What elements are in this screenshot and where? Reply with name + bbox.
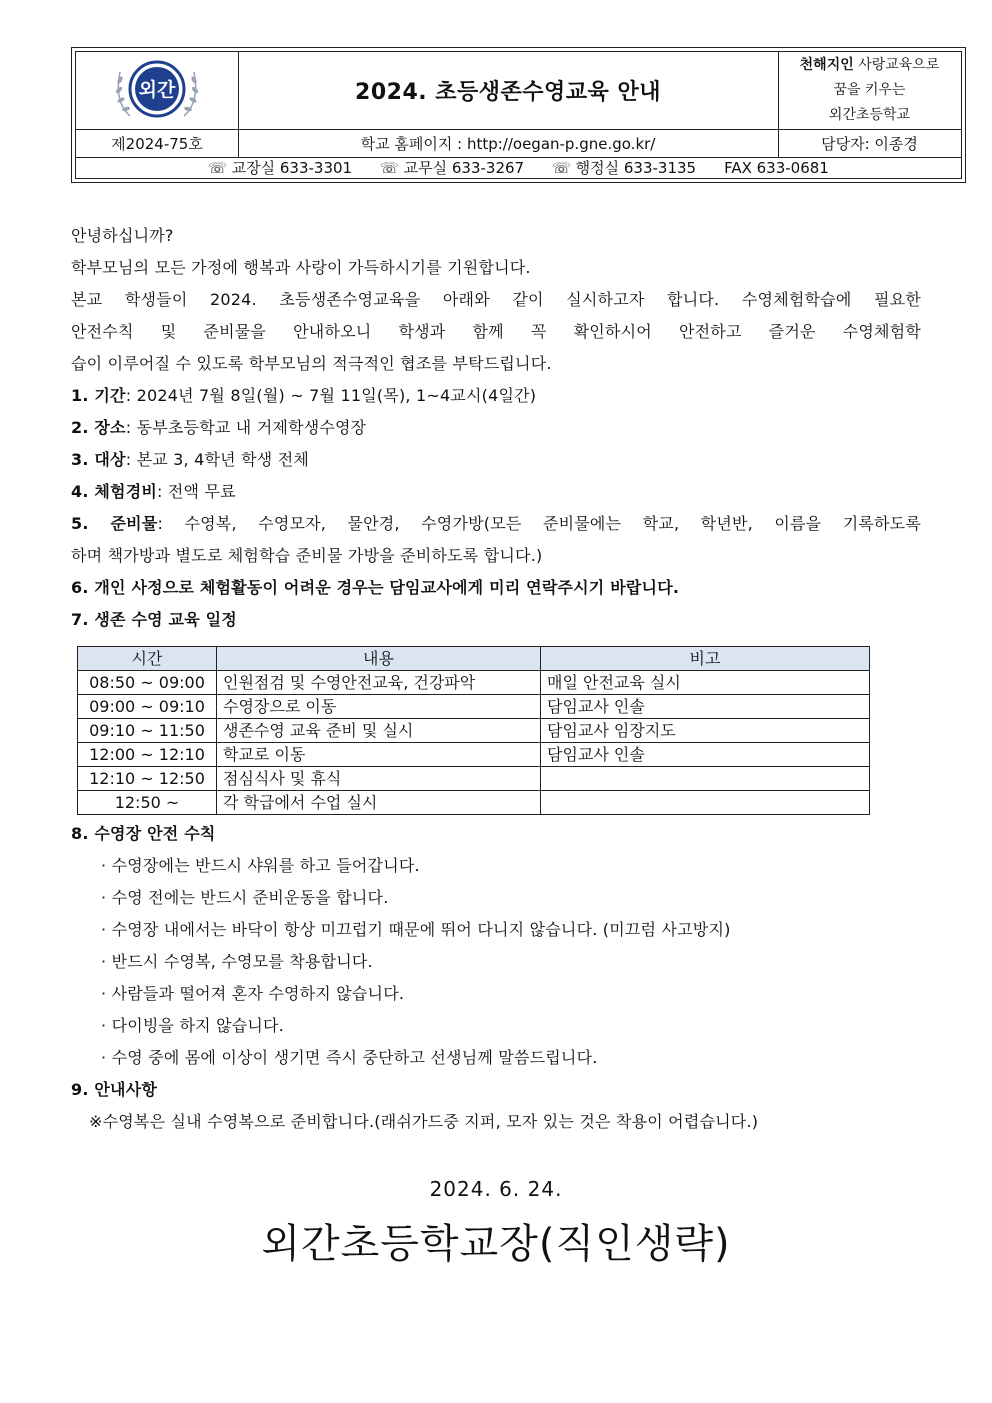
greeting: 안녕하십니까? xyxy=(71,226,174,245)
safety-rule: · 수영 중에 몸에 이상이 생기면 즉시 중단하고 선생님께 말씀드립니다. xyxy=(101,1048,598,1067)
phone-numbers xyxy=(76,157,961,178)
safety-rule: · 반드시 수영복, 수영모를 착용합니다. xyxy=(101,952,373,971)
cell-content: 생존수영 교육 준비 및 실시 xyxy=(217,719,541,743)
issue-date: 2024. 6. 24. xyxy=(429,1177,563,1201)
safety-rule: · 수영 전에는 반드시 준비운동을 합니다. xyxy=(101,888,389,907)
col-header-content: 내용 xyxy=(217,647,541,671)
school-logo xyxy=(76,52,238,129)
table-row xyxy=(78,743,870,767)
safety-rule: · 다이빙을 하지 않습니다. xyxy=(101,1016,284,1035)
item-period: 1. 기간: 2024년 7월 8일(월) ~ 7월 11일(목), 1~4교시(4일간) xyxy=(71,386,537,405)
slogan-line3: 외간초등학교 xyxy=(828,107,911,123)
safety-title: 8. 수영장 안전 수칙 xyxy=(71,824,216,843)
cell-content: 각 학급에서 수업 실시 xyxy=(217,791,541,815)
safety-rule: · 수영장에는 반드시 샤워를 하고 들어갑니다. xyxy=(101,856,420,875)
slogan-line2: 꿈을 키우는 xyxy=(833,82,906,98)
guide-note: ※수영복은 실내 수영복으로 준비합니다.(래쉬가드중 지퍼, 모자 있는 것은 착용이 어렵습니다.) xyxy=(89,1112,759,1131)
item-place: 2. 장소: 동부초등학교 내 거제학생수영장 xyxy=(71,418,367,437)
item-supplies: 5. 준비물: 수영복, 수영모자, 물안경, 수영가방(모든 준비물에는 학교, 학년반, 이름을 기록하도록 xyxy=(71,514,921,533)
intro-line-5: 습이 이루어질 수 있도록 학부모님의 적극적인 협조를 부탁드립니다. xyxy=(71,354,552,373)
cell-note xyxy=(541,767,870,791)
table-row xyxy=(78,791,870,815)
cell-time: 09:10 ~ 11:50 xyxy=(78,719,217,743)
logo-text: 외간 xyxy=(138,79,176,101)
cell-note: 담임교사 인솔 xyxy=(541,695,870,719)
cell-note: 담임교사 인솔 xyxy=(541,743,870,767)
schedule-table xyxy=(77,646,870,815)
cell-note xyxy=(541,791,870,815)
letter-body xyxy=(71,220,921,636)
slogan-rest: 사랑교육으로 xyxy=(853,57,940,73)
cell-time: 12:50 ~ xyxy=(78,791,217,815)
col-header-time: 시간 xyxy=(78,647,217,671)
cell-content: 학교로 이동 xyxy=(217,743,541,767)
cell-time: 09:00 ~ 09:10 xyxy=(78,695,217,719)
cell-content: 수영장으로 이동 xyxy=(217,695,541,719)
phone-principal: ☏ 교장실 633-3301 xyxy=(208,159,353,177)
cell-note: 담임교사 임장지도 xyxy=(541,719,870,743)
safety-rule: · 수영장 내에서는 바닥이 항상 미끄럽기 때문에 뛰어 다니지 않습니다. (미끄럼 사고방지) xyxy=(101,920,731,939)
item-target: 3. 대상: 본교 3, 4학년 학생 전체 xyxy=(71,450,310,469)
cell-time: 12:10 ~ 12:50 xyxy=(78,767,217,791)
table-row xyxy=(78,719,870,743)
intro-line-4: 안전수칙 및 준비물을 안내하오니 학생과 함께 꼭 확인하시어 안전하고 즐거운 수영체험학 xyxy=(71,322,921,341)
item-notice: 6. 개인 사정으로 체험활동이 어려운 경우는 담임교사에게 미리 연락주시기 바랍니다. xyxy=(71,578,680,597)
schedule-title: 7. 생존 수영 교육 일정 xyxy=(71,610,237,629)
guide-title: 9. 안내사항 xyxy=(71,1080,158,1099)
document-number: 제2024-75호 xyxy=(76,129,239,157)
intro-line-3: 본교 학생들이 2024. 초등생존수영교육을 아래와 같이 실시하고자 합니다. 수영체험학습에 필요한 xyxy=(71,290,921,309)
table-header-row xyxy=(78,647,870,671)
table-row xyxy=(78,695,870,719)
cell-content: 점심식사 및 휴식 xyxy=(217,767,541,791)
cell-time: 12:00 ~ 12:10 xyxy=(78,743,217,767)
phone-staff-room: ☏ 교무실 633-3267 xyxy=(380,159,525,177)
letterhead xyxy=(71,47,966,183)
table-row xyxy=(78,767,870,791)
school-homepage: 학교 홈페이지 : http://oegan-p.gne.go.kr/ xyxy=(238,129,779,157)
school-slogan xyxy=(778,52,961,129)
cell-content: 인원점검 및 수영안전교육, 건강파악 xyxy=(217,671,541,695)
slogan-bold: 천해지인 xyxy=(799,57,854,73)
fax-number: FAX 633-0681 xyxy=(724,158,829,177)
safety-section xyxy=(71,818,931,1138)
item-cost: 4. 체험경비: 전액 무료 xyxy=(71,482,236,501)
cell-note: 매일 안전교육 실시 xyxy=(541,671,870,695)
safety-rule: · 사람들과 떨어져 혼자 수영하지 않습니다. xyxy=(101,984,405,1003)
item-supplies-cont: 하며 책가방과 별도로 체험학습 준비물 가방을 준비하도록 합니다.) xyxy=(71,546,543,565)
contact-person: 담당자: 이종경 xyxy=(821,134,918,153)
cell-time: 08:50 ~ 09:00 xyxy=(78,671,217,695)
table-row xyxy=(78,671,870,695)
intro-line-2: 학부모님의 모든 가정에 행복과 사랑이 가득하시기를 기원합니다. xyxy=(71,258,531,277)
principal-signature: 외간초등학교장(직인생략) xyxy=(261,1221,731,1267)
school-logo-cell xyxy=(76,52,239,129)
document-title: 2024. 초등생존수영교육 안내 xyxy=(238,52,779,129)
phone-admin-office: ☏ 행정실 633-3135 xyxy=(552,159,697,177)
col-header-note: 비고 xyxy=(541,647,870,671)
